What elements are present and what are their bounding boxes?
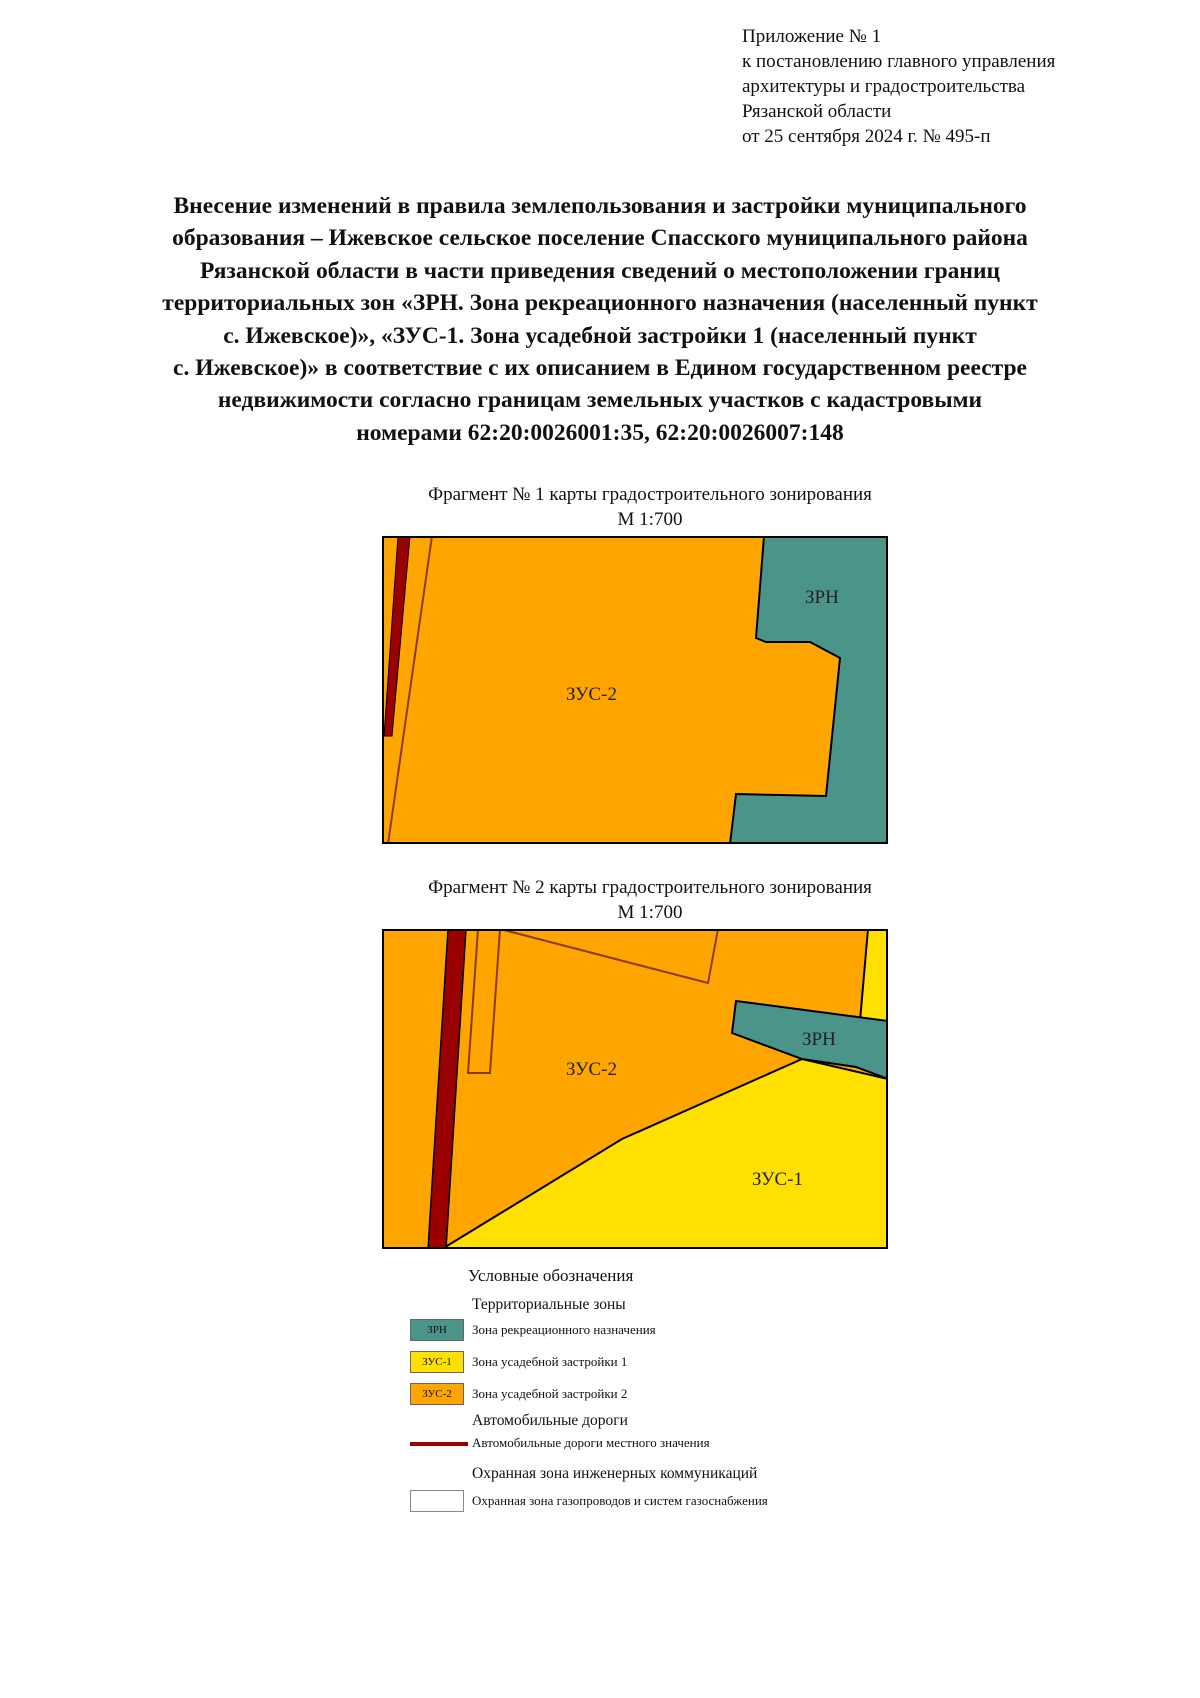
appendix-line: архитектуры и градостроительства bbox=[742, 76, 1026, 97]
legend-road-description: Автомобильные дороги местного значения bbox=[472, 1435, 710, 1450]
title-line: с. Ижевское)», «ЗУС-1. Зона усадебной застройки 1 (населенный пункт bbox=[223, 322, 977, 349]
legend-zus2-description: Зона усадебной застройки 2 bbox=[472, 1386, 628, 1401]
legend-zones-heading: Территориальные зоны bbox=[472, 1296, 626, 1313]
title-line: Рязанской области в части приведения сведений о местоположении границ bbox=[199, 257, 1001, 284]
legend-zus1-description: Зона усадебной застройки 1 bbox=[472, 1354, 628, 1369]
document-title bbox=[70, 190, 1130, 449]
legend-road-symbol bbox=[410, 1442, 468, 1446]
appendix-line: от 25 сентября 2024 г. № 495-п bbox=[742, 126, 991, 147]
legend-swatch-zrn: ЗРН bbox=[410, 1319, 464, 1341]
zus1-label: ЗУС-1 bbox=[752, 1169, 803, 1190]
appendix-line: Приложение № 1 bbox=[742, 26, 882, 47]
title-line: территориальных зон «ЗРН. Зона рекреационного назначения (населенный пункт bbox=[162, 290, 1038, 317]
fragment2-scale: М 1:700 bbox=[617, 902, 683, 923]
legend-swatch-zus2: ЗУС-2 bbox=[410, 1383, 464, 1405]
legend-roads-heading: Автомобильные дороги bbox=[472, 1412, 628, 1429]
appendix-header bbox=[742, 24, 1055, 149]
title-line: недвижимости согласно границам земельных участков с кадастровыми bbox=[217, 387, 983, 414]
title-line: с. Ижевское)» в соответствие с их описанием в Едином государственном реестре bbox=[173, 355, 1027, 382]
fragment1-map bbox=[382, 536, 888, 844]
fragment2-map bbox=[382, 929, 888, 1249]
legend-title: Условные обозначения bbox=[468, 1266, 634, 1285]
zus2-label: ЗУС-2 bbox=[566, 1059, 617, 1080]
legend-swatch-zus1: ЗУС-1 bbox=[410, 1351, 464, 1373]
zrn-label: ЗРН bbox=[805, 587, 839, 608]
fragment1-caption bbox=[330, 482, 970, 532]
legend-swatch-protection bbox=[410, 1490, 464, 1512]
title-line: Внесение изменений в правила землепользования и застройки муниципального bbox=[173, 193, 1027, 219]
legend-zrn-description: Зона рекреационного назначения bbox=[472, 1322, 656, 1337]
fragment2-caption-text: Фрагмент № 2 карты градостроительного зонирования bbox=[428, 877, 872, 898]
legend-protection-heading: Охранная зона инженерных коммуникаций bbox=[472, 1465, 758, 1482]
fragment2-caption bbox=[330, 875, 970, 925]
appendix-line: Рязанской области bbox=[742, 101, 892, 122]
legend-protection-description: Охранная зона газопроводов и систем газоснабжения bbox=[472, 1493, 768, 1508]
fragment1-caption-text: Фрагмент № 1 карты градостроительного зонирования bbox=[428, 484, 872, 505]
fragment1-scale: М 1:700 bbox=[617, 509, 683, 530]
zus2-label: ЗУС-2 bbox=[566, 684, 617, 705]
zrn-label: ЗРН bbox=[802, 1029, 836, 1050]
title-line: образования – Ижевское сельское поселение Спасского муниципального района bbox=[172, 225, 1028, 252]
legend bbox=[400, 1266, 920, 1536]
appendix-line: к постановлению главного управления bbox=[742, 51, 1056, 72]
title-line: номерами 62:20:0026001:35, 62:20:0026007:148 bbox=[356, 419, 844, 446]
